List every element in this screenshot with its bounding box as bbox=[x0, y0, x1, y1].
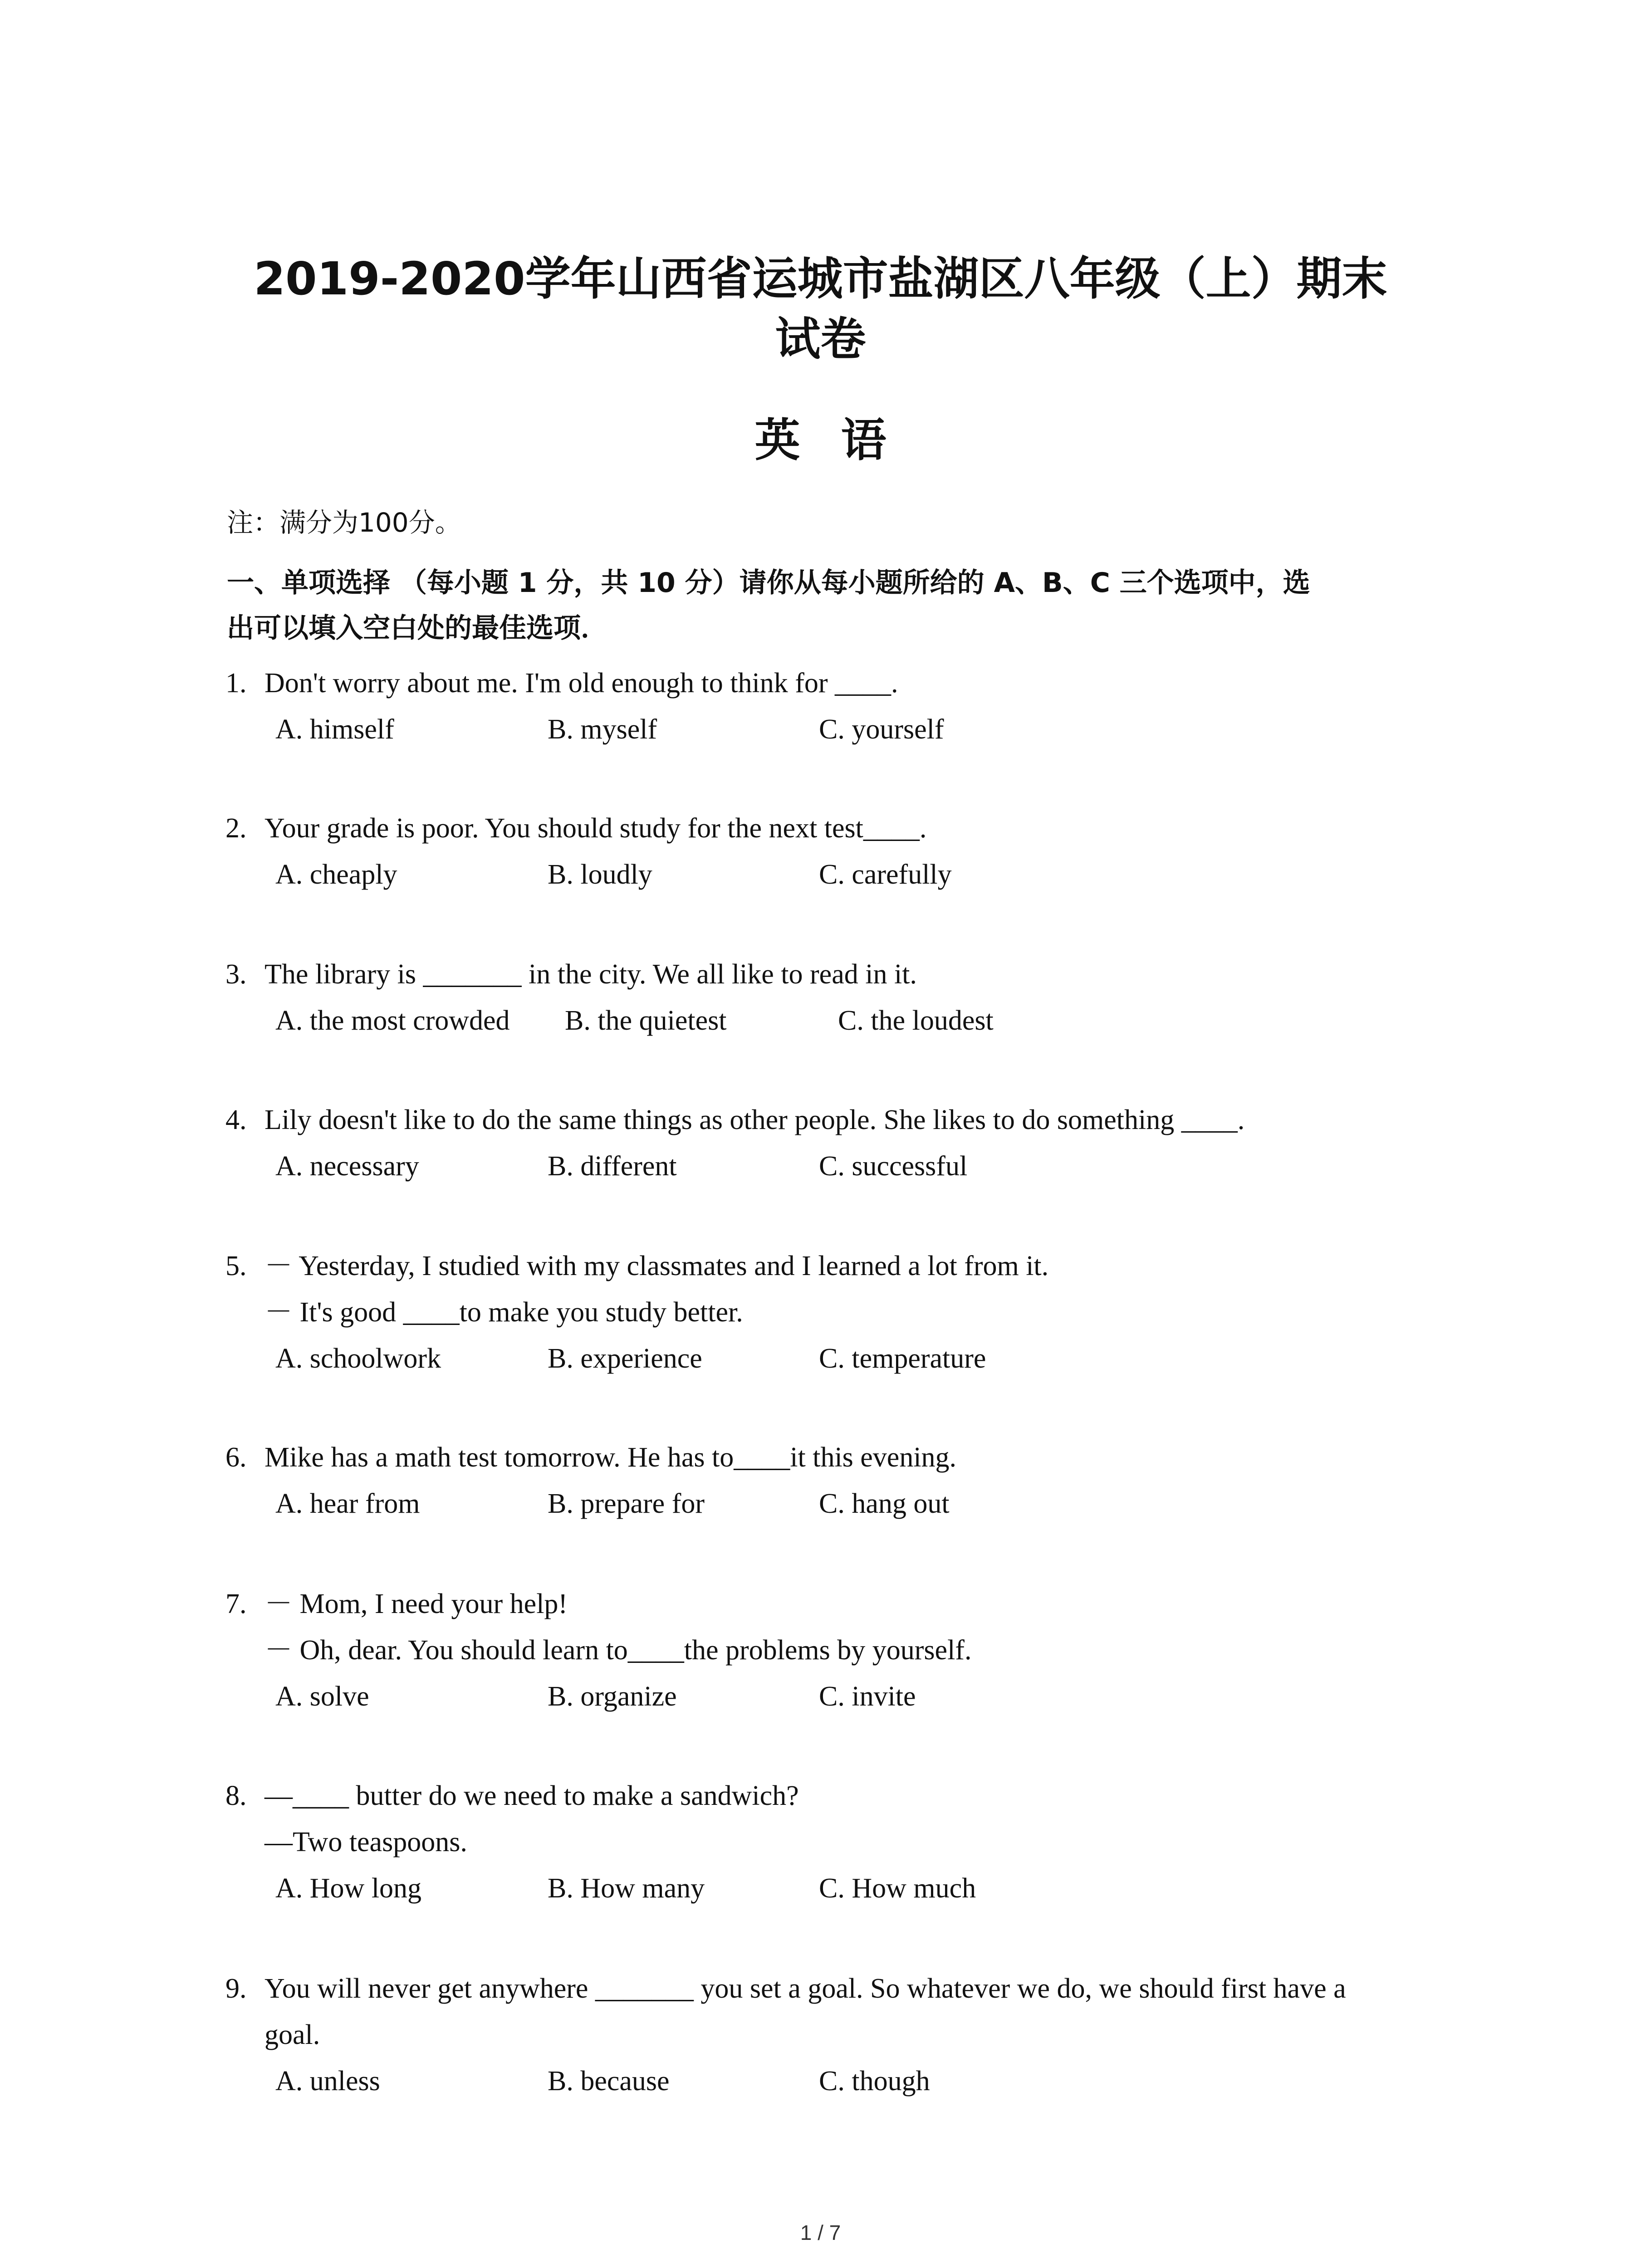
option-c: C. temperature bbox=[819, 1343, 986, 1374]
option-a: A. hear from bbox=[275, 1488, 420, 1519]
question-number: 6. bbox=[225, 1442, 247, 1473]
question-stem: You will never get anywhere _______ you set a goal. So whatever we do, we should first have a bbox=[265, 1973, 1346, 2004]
question-stem: Lily doesn't like to do the same things as other people. She likes to do something ____. bbox=[265, 1105, 1245, 1135]
option-b: B. different bbox=[548, 1151, 677, 1182]
question-number: 7. bbox=[225, 1589, 247, 1619]
option-a: A. unless bbox=[275, 2066, 380, 2097]
option-c: C. yourself bbox=[819, 714, 944, 745]
question-number: 9. bbox=[225, 1973, 247, 2004]
option-c: C. carefully bbox=[819, 859, 952, 890]
option-a: A. schoolwork bbox=[275, 1343, 441, 1374]
question-8 bbox=[0, 1773, 1641, 1911]
option-b: B. How many bbox=[548, 1873, 705, 1904]
question-stem: － Yesterday, I studied with my classmates and I learned a lot from it. bbox=[265, 1251, 1049, 1281]
section-1-heading bbox=[227, 560, 1452, 651]
question-number: 3. bbox=[225, 959, 247, 990]
question-4 bbox=[0, 1097, 1641, 1189]
option-b: B. the quietest bbox=[565, 1005, 727, 1036]
question-stem-line2: － It's good ____to make you study better. bbox=[265, 1297, 743, 1328]
option-c: C. How much bbox=[819, 1873, 976, 1904]
option-c: C. successful bbox=[819, 1151, 968, 1182]
option-c: C. though bbox=[819, 2066, 930, 2097]
option-b: B. prepare for bbox=[548, 1488, 705, 1519]
question-stem-line2: goal. bbox=[265, 2019, 320, 2050]
question-number: 5. bbox=[225, 1251, 247, 1281]
question-2 bbox=[0, 805, 1641, 898]
question-stem: The library is _______ in the city. We all like to read in it. bbox=[265, 959, 917, 990]
section-1-heading-line2: 出可以填入空白处的最佳选项． bbox=[227, 612, 608, 644]
question-3 bbox=[0, 951, 1641, 1044]
subject-heading: 英语 bbox=[754, 414, 927, 467]
option-a: A. himself bbox=[275, 714, 394, 745]
exam-title-line1: 2019-2020学年山西省运城市盐湖区八年级（上）期末 bbox=[254, 252, 1387, 305]
option-b: B. myself bbox=[548, 714, 657, 745]
question-6 bbox=[0, 1434, 1641, 1527]
question-1 bbox=[0, 660, 1641, 753]
question-number: 1. bbox=[225, 668, 247, 699]
option-b: B. experience bbox=[548, 1343, 702, 1374]
option-c: C. invite bbox=[819, 1681, 916, 1712]
option-b: B. loudly bbox=[548, 859, 652, 890]
exam-title-line2: 试卷 bbox=[775, 313, 866, 366]
question-number: 2. bbox=[225, 813, 247, 844]
option-b: B. organize bbox=[548, 1681, 677, 1712]
question-7 bbox=[0, 1581, 1641, 1720]
page-number: 1 / 7 bbox=[800, 2221, 841, 2244]
question-stem: Don't worry about me. I'm old enough to think for ____. bbox=[265, 668, 898, 699]
section-1-heading-line1: 一、单项选择 （每小题 1 分，共 10 分）请你从每小题所给的 A、B、C 三个选项中，选 bbox=[227, 567, 1310, 599]
option-b: B. because bbox=[548, 2066, 670, 2097]
question-stem: Your grade is poor. You should study for the next test____. bbox=[265, 813, 927, 844]
question-stem: － Mom, I need your help! bbox=[265, 1589, 568, 1619]
question-stem-line2: —Two teaspoons. bbox=[265, 1827, 467, 1857]
option-a: A. How long bbox=[275, 1873, 422, 1904]
question-5 bbox=[0, 1243, 1641, 1382]
question-stem-line2: － Oh, dear. You should learn to____the problems by yourself. bbox=[265, 1635, 972, 1666]
option-a: A. the most crowded bbox=[275, 1005, 510, 1036]
question-9 bbox=[0, 1965, 1641, 2104]
option-c: C. hang out bbox=[819, 1488, 950, 1519]
option-a: A. necessary bbox=[275, 1151, 419, 1182]
question-stem: —____ butter do we need to make a sandwich? bbox=[265, 1780, 799, 1811]
question-stem: Mike has a math test tomorrow. He has to____it this evening. bbox=[265, 1442, 957, 1473]
option-a: A. cheaply bbox=[275, 859, 397, 890]
option-a: A. solve bbox=[275, 1681, 369, 1712]
option-c: C. the loudest bbox=[838, 1005, 994, 1036]
question-number: 8. bbox=[225, 1780, 247, 1811]
score-note: 注：满分为100分。 bbox=[227, 507, 461, 538]
question-number: 4. bbox=[225, 1105, 247, 1135]
